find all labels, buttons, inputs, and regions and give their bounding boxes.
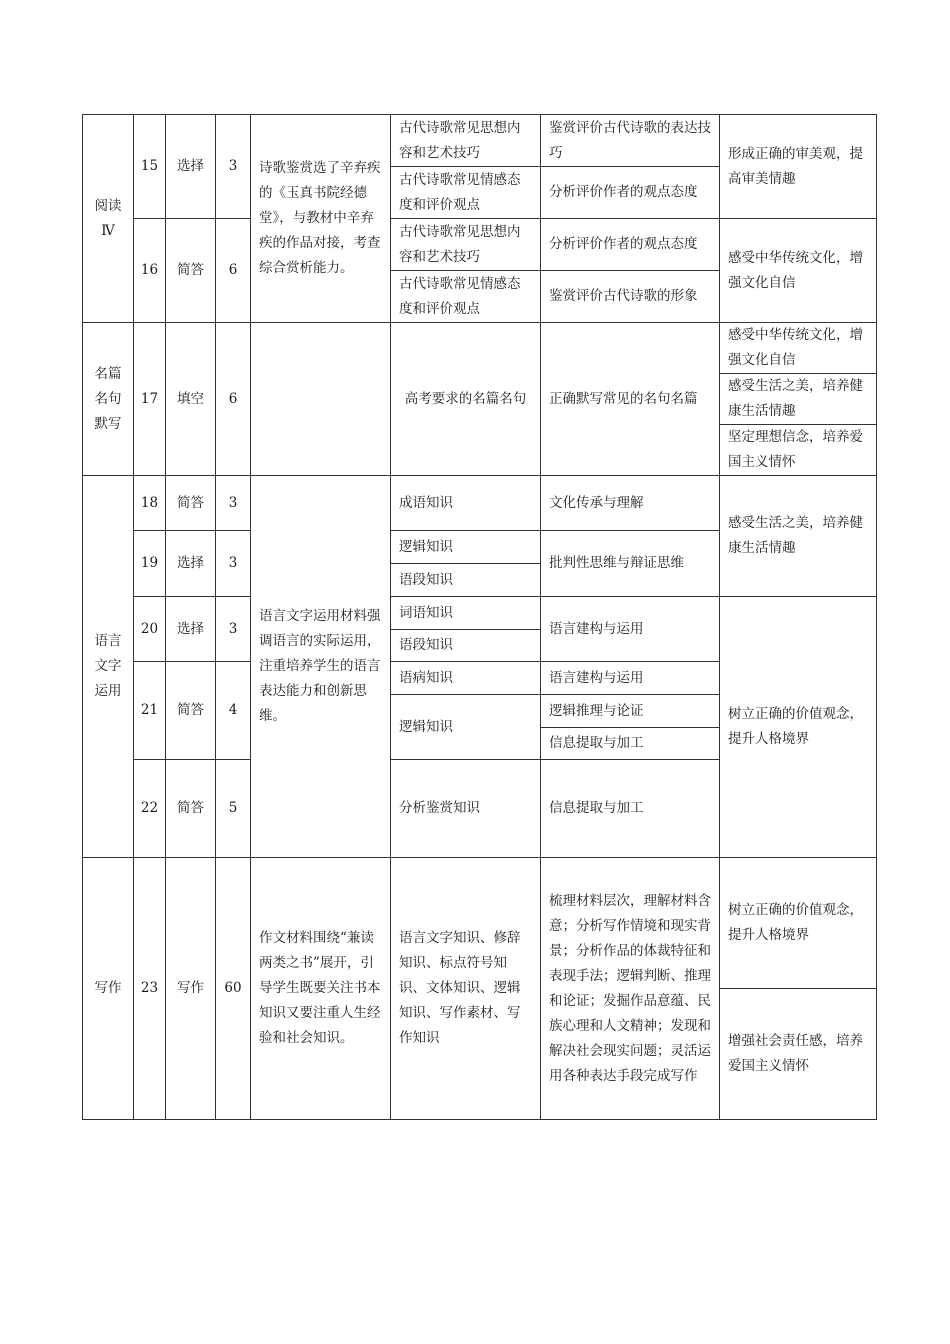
ability-cell: 语言建构与运用 xyxy=(541,597,720,662)
question-number: 17 xyxy=(134,323,166,476)
ability-cell: 分析评价作者的观点态度 xyxy=(541,167,720,219)
question-number: 18 xyxy=(134,476,166,531)
ability-cell: 文化传承与理解 xyxy=(541,476,720,531)
question-type: 简答 xyxy=(166,219,216,323)
section-label: 名篇名句默写 xyxy=(83,323,134,476)
value-cell: 感受中华传统文化，增强文化自信 xyxy=(720,219,877,323)
section-label: 写作 xyxy=(83,858,134,1120)
knowledge-cell: 古代诗歌常见情感态度和评价观点 xyxy=(391,167,541,219)
question-points: 3 xyxy=(216,597,251,662)
value-cell: 形成正确的审美观，提高审美情趣 xyxy=(720,115,877,219)
knowledge-cell: 古代诗歌常见情感态度和评价观点 xyxy=(391,271,541,323)
knowledge-cell: 语段知识 xyxy=(391,630,541,662)
question-type: 简答 xyxy=(166,760,216,858)
question-number: 16 xyxy=(134,219,166,323)
question-number: 23 xyxy=(134,858,166,1120)
question-points: 4 xyxy=(216,662,251,760)
section-label: 阅读Ⅳ xyxy=(83,115,134,323)
question-points: 5 xyxy=(216,760,251,858)
question-description: 诗歌鉴赏选了辛弃疾的《玉真书院经德堂》，与教材中辛弃疾的作品对接，考查综合赏析能力。 xyxy=(251,115,391,323)
knowledge-cell: 高考要求的名篇名句 xyxy=(391,323,541,476)
knowledge-cell: 分析鉴赏知识 xyxy=(391,760,541,858)
question-type: 简答 xyxy=(166,662,216,760)
knowledge-cell: 古代诗歌常见思想内容和艺术技巧 xyxy=(391,219,541,271)
knowledge-cell: 语段知识 xyxy=(391,564,541,597)
question-number: 22 xyxy=(134,760,166,858)
exam-analysis-table xyxy=(82,114,877,1120)
question-number: 21 xyxy=(134,662,166,760)
ability-cell: 批判性思维与辩证思维 xyxy=(541,531,720,597)
ability-cell: 语言建构与运用 xyxy=(541,662,720,695)
question-number: 15 xyxy=(134,115,166,219)
value-cell: 坚定理想信念，培养爱国主义情怀 xyxy=(720,425,877,476)
value-cell: 感受生活之美，培养健康生活情趣 xyxy=(720,476,877,597)
question-points: 6 xyxy=(216,323,251,476)
question-points: 3 xyxy=(216,531,251,597)
ability-cell: 正确默写常见的名句名篇 xyxy=(541,323,720,476)
knowledge-cell: 成语知识 xyxy=(391,476,541,531)
question-type: 简答 xyxy=(166,476,216,531)
ability-cell: 鉴赏评价古代诗歌的形象 xyxy=(541,271,720,323)
question-description: 语言文字运用材料强调语言的实际运用，注重培养学生的语言表达能力和创新思维。 xyxy=(251,476,391,858)
question-description: 作文材料围绕“兼读两类之书”展开，引导学生既要关注书本知识又要注重人生经验和社会知识。 xyxy=(251,858,391,1120)
section-label: 语言文字运用 xyxy=(83,476,134,858)
ability-cell: 信息提取与加工 xyxy=(541,760,720,858)
value-cell: 感受中华传统文化，增强文化自信 xyxy=(720,323,877,374)
question-number: 19 xyxy=(134,531,166,597)
question-type: 选择 xyxy=(166,531,216,597)
knowledge-cell: 逻辑知识 xyxy=(391,531,541,564)
question-type: 选择 xyxy=(166,597,216,662)
question-points: 3 xyxy=(216,115,251,219)
value-cell: 树立正确的价值观念，提升人格境界 xyxy=(720,597,877,858)
knowledge-cell: 语病知识 xyxy=(391,662,541,695)
question-type: 填空 xyxy=(166,323,216,476)
knowledge-cell: 逻辑知识 xyxy=(391,695,541,760)
ability-cell: 信息提取与加工 xyxy=(541,728,720,760)
value-cell: 增强社会责任感，培养爱国主义情怀 xyxy=(720,989,877,1120)
ability-cell: 梳理材料层次，理解材料含意；分析写作情境和现实背景；分析作品的体裁特征和表现手法；逻辑判断、推理和论证；发掘作品意蕴、民族心理和人文精神；发现和解决社会现实问题；灵活运用各种表达手段完成写作 xyxy=(541,858,720,1120)
ability-cell: 分析评价作者的观点态度 xyxy=(541,219,720,271)
ability-cell: 鉴赏评价古代诗歌的表达技巧 xyxy=(541,115,720,167)
value-cell: 树立正确的价值观念，提升人格境界 xyxy=(720,858,877,989)
ability-cell: 逻辑推理与论证 xyxy=(541,695,720,728)
question-type: 写作 xyxy=(166,858,216,1120)
question-points: 6 xyxy=(216,219,251,323)
question-points: 3 xyxy=(216,476,251,531)
value-cell: 感受生活之美，培养健康生活情趣 xyxy=(720,374,877,425)
question-points: 60 xyxy=(216,858,251,1120)
knowledge-cell: 古代诗歌常见思想内容和艺术技巧 xyxy=(391,115,541,167)
question-description xyxy=(251,323,391,476)
question-type: 选择 xyxy=(166,115,216,219)
knowledge-cell: 语言文字知识、修辞知识、标点符号知识、文体知识、逻辑知识、写作素材、写作知识 xyxy=(391,858,541,1120)
knowledge-cell: 词语知识 xyxy=(391,597,541,630)
question-number: 20 xyxy=(134,597,166,662)
